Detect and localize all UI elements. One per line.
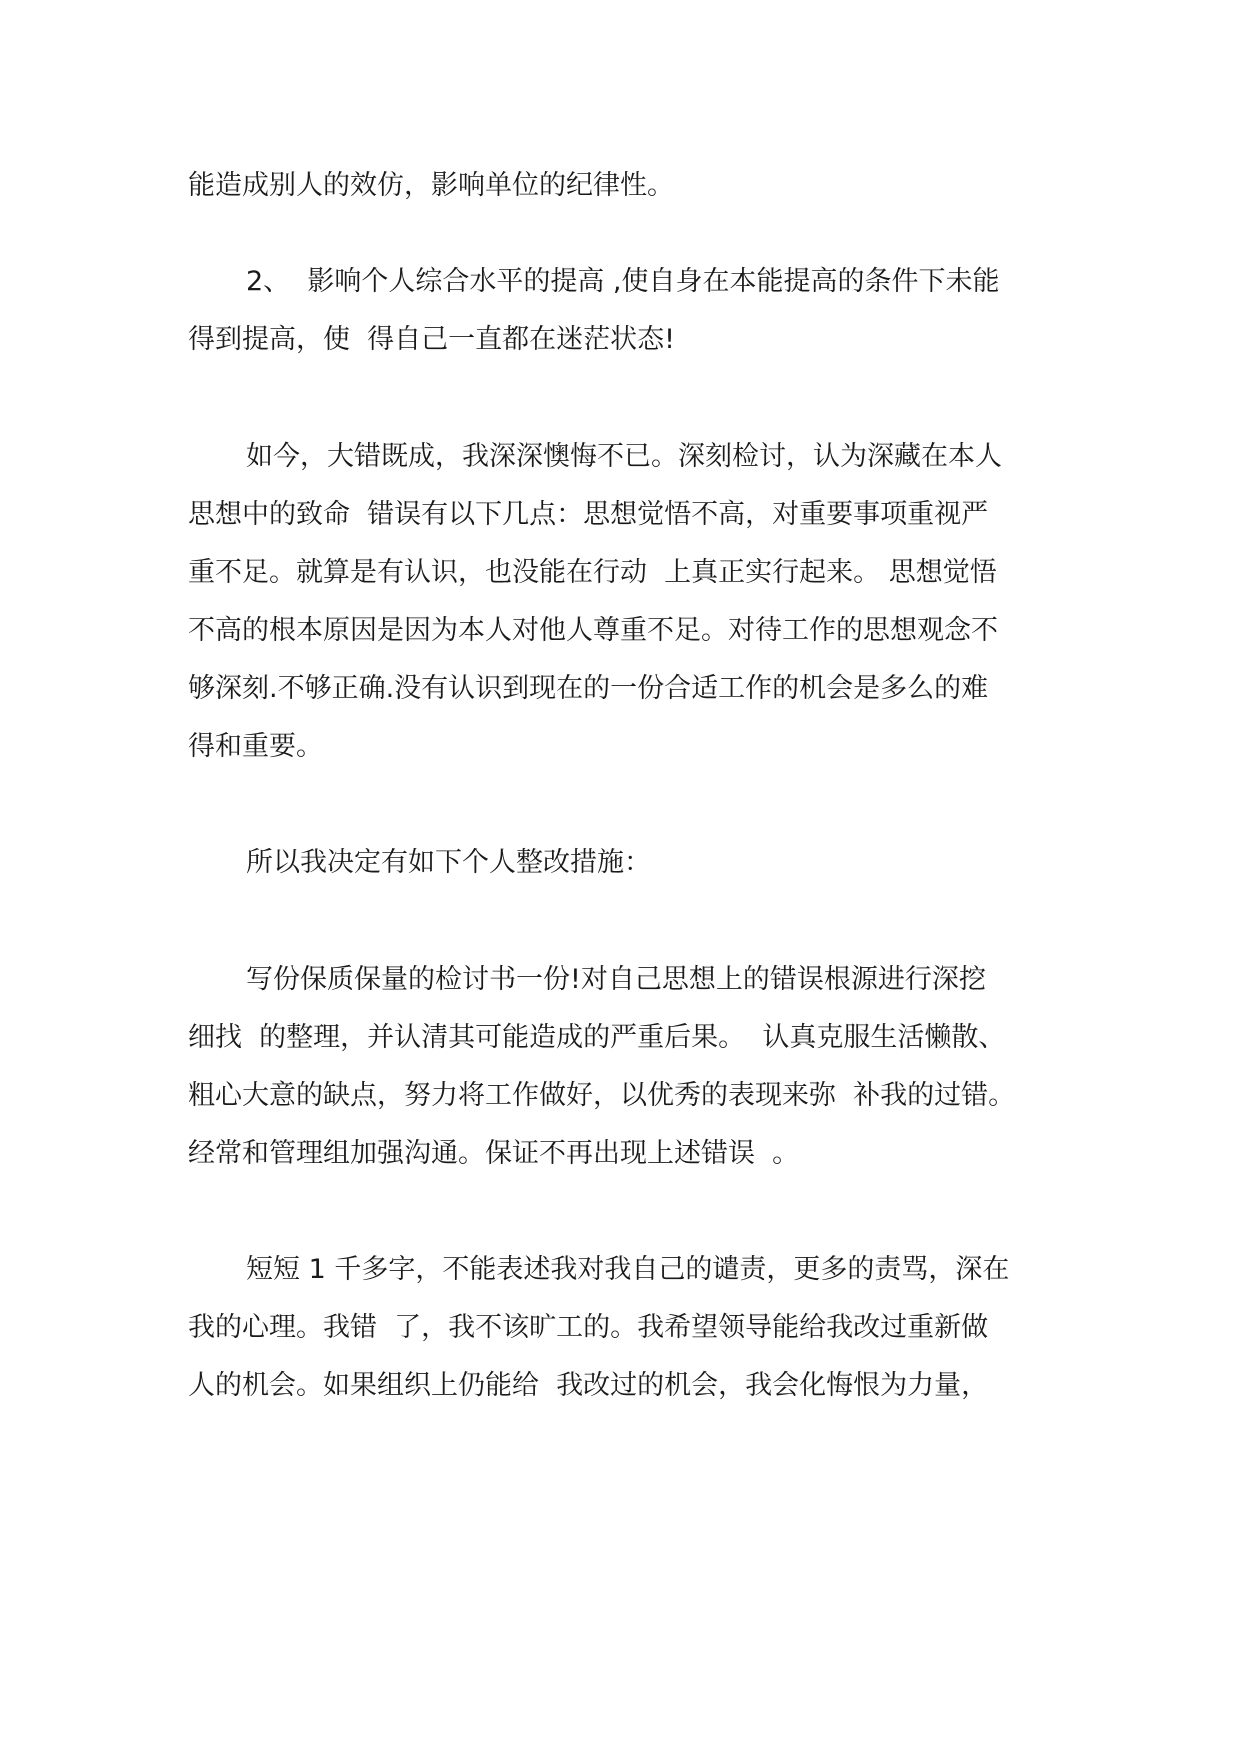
text-line: 得到提高，使 得自己一直都在迷茫状态! — [188, 324, 675, 355]
text-line: 2、 影响个人综合水平的提高 ,使自身在本能提高的条件下未能 — [246, 266, 1000, 297]
text-line: 重不足。就算是有认识，也没能在行动 上真正实行起来。 思想觉悟 — [188, 557, 997, 588]
text-line: 不高的根本原因是因为本人对他人尊重不足。对待工作的思想观念不 — [188, 615, 998, 646]
text-line: 能造成别人的效仿，影响单位的纪律性。 — [188, 170, 674, 201]
text-line: 思想中的致命 错误有以下几点：思想觉悟不高，对重要事项重视严 — [188, 499, 989, 530]
text-line: 短短 1 千多字，不能表述我对我自己的谴责，更多的责骂，深在 — [246, 1254, 1010, 1285]
text-line: 得和重要。 — [188, 731, 323, 762]
text-line: 人的机会。如果组织上仍能给 我改过的机会，我会化悔恨为力量， — [188, 1370, 989, 1401]
text-line: 我的心理。我错 了，我不该旷工的。我希望领导能给我改过重新做 — [188, 1312, 989, 1343]
text-line: 细找 的整理，并认清其可能造成的严重后果。 认真克服生活懒散、 — [188, 1022, 1006, 1053]
text-line: 够深刻.不够正确.没有认识到现在的一份合适工作的机会是多么的难 — [188, 673, 989, 704]
text-line: 如今，大错既成，我深深懊悔不已。深刻检讨，认为深藏在本人 — [246, 441, 1002, 472]
text-line: 所以我决定有如下个人整改措施： — [246, 847, 651, 878]
text-line: 经常和管理组加强沟通。保证不再出现上述错误 。 — [188, 1138, 800, 1169]
text-line: 粗心大意的缺点，努力将工作做好，以优秀的表现来弥 补我的过错。 — [188, 1080, 1016, 1111]
text-line: 写份保质保量的检讨书一份!对自己思想上的错误根源进行深挖 — [246, 964, 986, 995]
